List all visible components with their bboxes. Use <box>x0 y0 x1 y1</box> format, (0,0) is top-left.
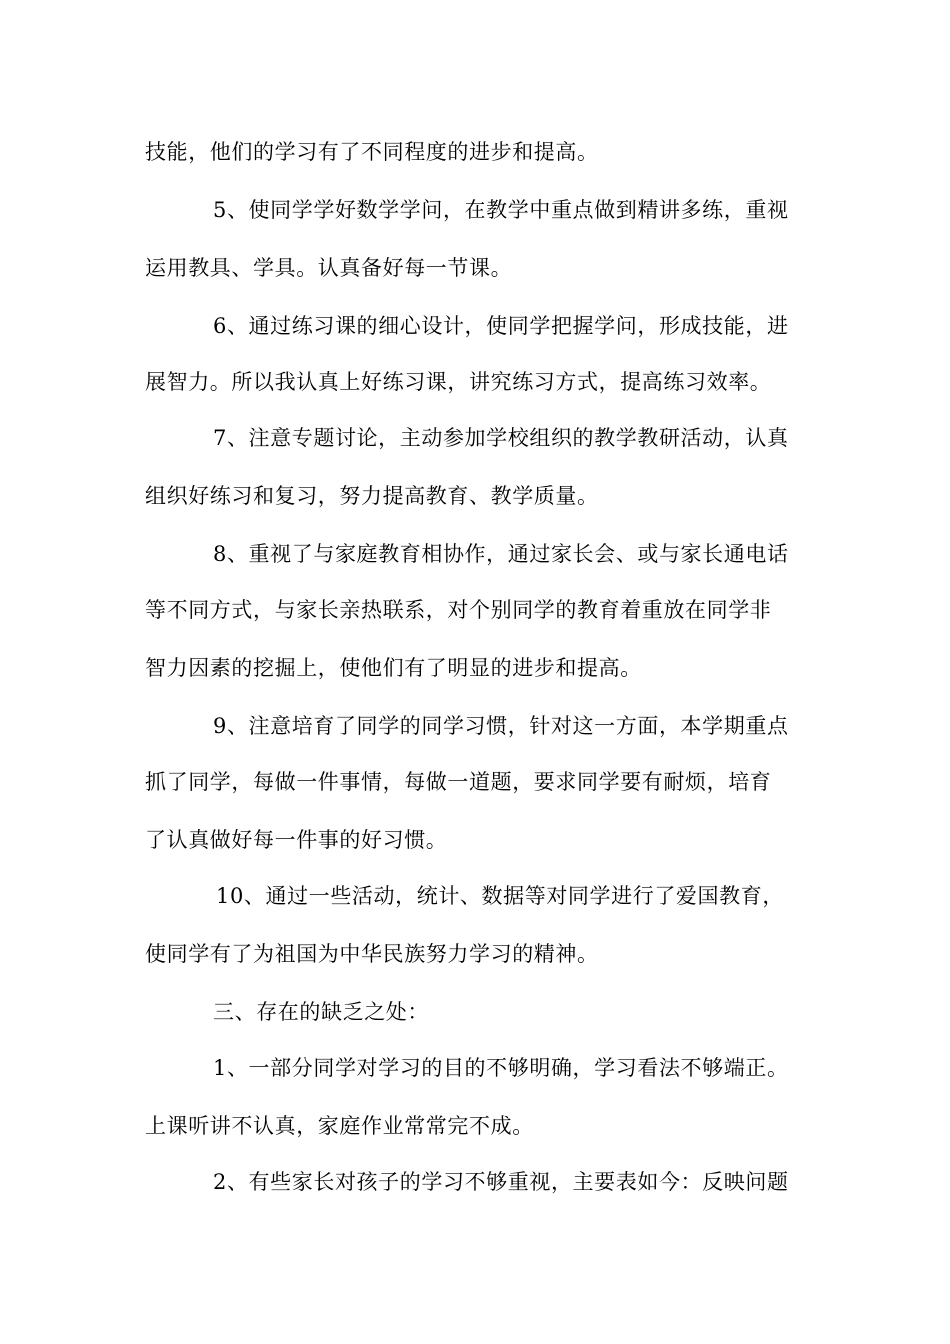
paragraph-line: 7、注意专题讨论，主动参加学校组织的教学教研活动，认真 <box>213 426 789 450</box>
paragraph-line: 上课听讲不认真，家庭作业常常完不成。 <box>145 1114 534 1138</box>
paragraph-line: 抓了同学，每做一件事情，每做一道题，要求同学要有耐烦，培育 <box>145 770 772 794</box>
paragraph-line: 5、使同学学好数学学问，在教学中重点做到精讲多练，重视 <box>213 198 789 222</box>
paragraph-line: 了认真做好每一件事的好习惯。 <box>145 828 448 852</box>
paragraph-line: 展智力。所以我认真上好练习课，讲究练习方式，提高练习效率。 <box>145 370 772 394</box>
paragraph-line: 1、一部分同学对学习的目的不够明确，学习看法不够端正。 <box>213 1056 789 1080</box>
paragraph-line: 6、通过练习课的细心设计，使同学把握学问，形成技能，进 <box>213 314 789 338</box>
paragraph-line: 使同学有了为祖国为中华民族努力学习的精神。 <box>145 942 599 966</box>
section-heading: 三、存在的缺乏之处： <box>213 1000 429 1024</box>
paragraph-line: 9、注意培育了同学的同学习惯，针对这一方面，本学期重点 <box>213 714 789 738</box>
paragraph-line: 智力因素的挖掘上，使他们有了明显的进步和提高。 <box>145 656 642 680</box>
paragraph-line: 10、通过一些活动，统计、数据等对同学进行了爱国教育， <box>216 884 784 908</box>
paragraph-line: 技能，他们的学习有了不同程度的进步和提高。 <box>145 140 599 164</box>
paragraph-line: 组织好练习和复习，努力提高教育、教学质量。 <box>145 484 599 508</box>
paragraph-line: 等不同方式，与家长亲热联系，对个别同学的教育着重放在同学非 <box>145 598 772 622</box>
paragraph-line: 2、有些家长对孩子的学习不够重视，主要表如今：反映问题 <box>213 1170 789 1194</box>
paragraph-line: 8、重视了与家庭教育相协作，通过家长会、或与家长通电话 <box>213 542 789 566</box>
paragraph-line: 运用教具、学具。认真备好每一节课。 <box>145 256 513 280</box>
